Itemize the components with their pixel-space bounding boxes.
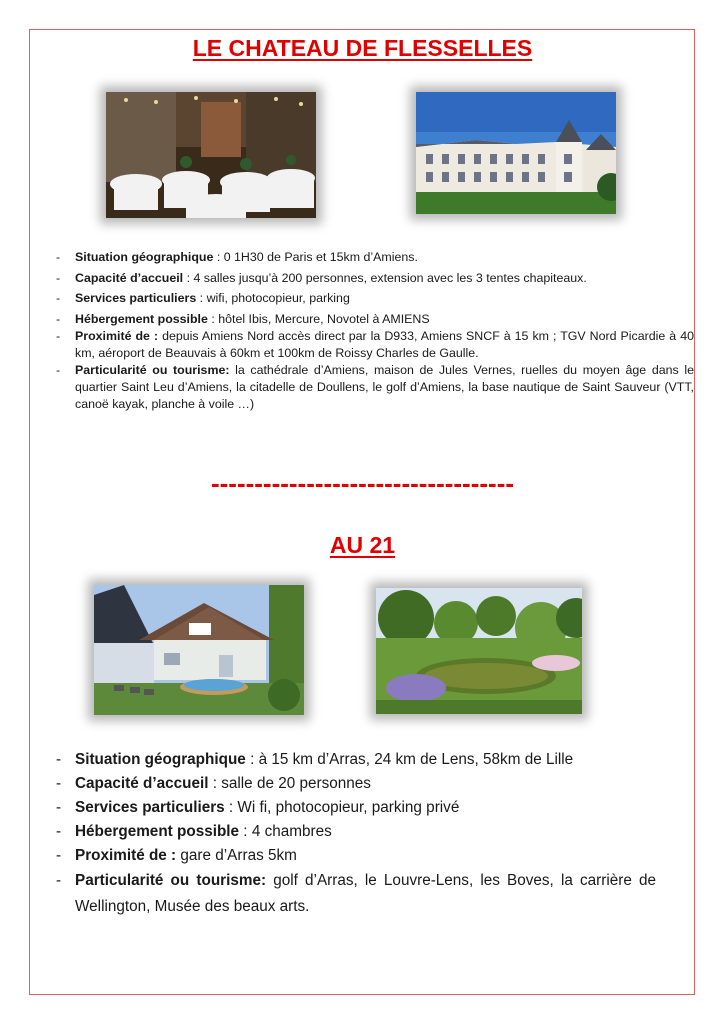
list-item: - Situation géographique : 0 1H30 de Paris et 15km d’Amiens. [56,249,694,266]
section1-title: LE CHATEAU DE FLESSELLES [192,35,533,61]
list-item: - Hébergement possible : 4 chambres [56,820,656,844]
section-divider: ----------------------------------- [210,468,515,498]
list-item: - Situation géographique : à 15 km d’Arras, 24 km de Lens, 58km de Lille [56,748,656,772]
list-item: - Services particuliers : wifi, photocopieur, parking [56,290,694,307]
list-item: - Particularité ou tourisme: golf d’Arras, le Louvre-Lens, les Boves, la carrière de Wellington, Musée des beaux arts. [56,868,656,920]
garden-pond-photo [376,588,582,714]
section1-details-list [56,249,694,416]
list-item: - Capacité d’accueil : salle de 20 personnes [56,772,656,796]
list-item: - Hébergement possible : hôtel Ibis, Mercure, Novotel à AMIENS [56,311,694,328]
chateau-exterior-photo [416,92,616,214]
list-item: - Capacité d’accueil : 4 salles jusqu’à 200 personnes, extension avec les 3 tentes chapiteaux. [56,270,694,287]
list-item: - Proximité de : gare d’Arras 5km [56,844,656,868]
house-pool-photo [94,585,304,715]
list-item: - Services particuliers : Wi fi, photocopieur, parking privé [56,796,656,820]
list-item: - Particularité ou tourisme: la cathédrale d’Amiens, maison de Jules Vernes, ruelles du moyen âge dans le quartier Saint Leu d’Amiens, la citadelle de Doullens, le golf d’Amiens, la base nautique de Saint Sauveur (VTT, canoë kayak, planche à voile …) [56,362,694,413]
banquet-hall-photo [106,92,316,218]
list-item: - Proximité de : depuis Amiens Nord accès direct par la D933, Amiens SNCF à 15 km ; TGV Nord Picardie à 40 km, aéroport de Beauvais à 60km et 100km de Roissy Charles de Gaulle. [56,328,694,362]
section2-title: AU 21 [329,532,396,558]
section2-details-list [56,748,656,920]
